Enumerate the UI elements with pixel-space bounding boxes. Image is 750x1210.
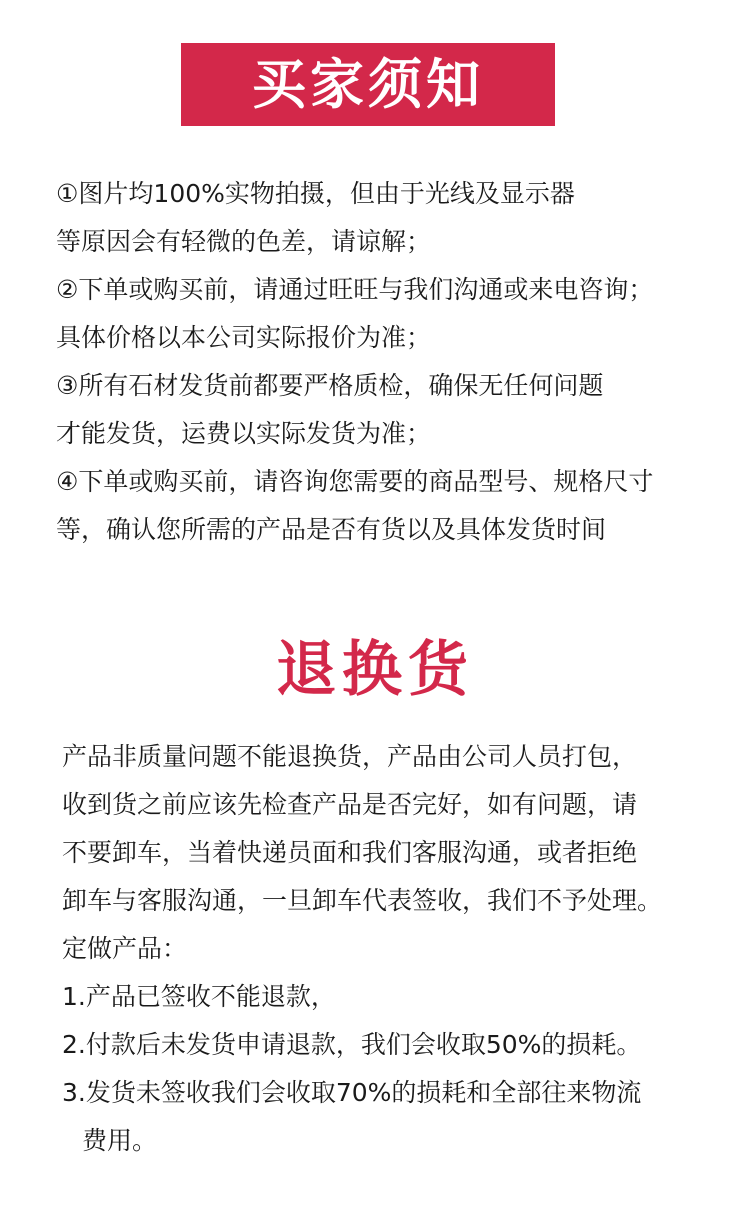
- returns-line: 1.产品已签收不能退款，: [62, 982, 336, 1011]
- notice-line: 等，确认您所需的产品是否有货以及具体发货时间: [56, 515, 607, 544]
- returns-title: 退换货: [276, 635, 474, 705]
- returns-line: 2.付款后未发货申请退款，我们会收取50%的损耗。: [62, 1030, 642, 1059]
- returns-line: 定做产品：: [62, 934, 188, 963]
- notice-line: 具体价格以本公司实际报价为准；: [56, 323, 432, 352]
- returns-line: 产品非质量问题不能退换货，产品由公司人员打包，: [62, 742, 638, 771]
- notice-line: ④下单或购买前，请咨询您需要的商品型号、规格尺寸: [56, 467, 654, 496]
- notice-line: 等原因会有轻微的色差，请谅解；: [56, 227, 432, 256]
- returns-list: [62, 733, 742, 1165]
- returns-line: 卸车与客服沟通，一旦卸车代表签收，我们不予处理。: [62, 886, 663, 915]
- returns-line: 不要卸车，当着快递员面和我们客服沟通，或者拒绝: [62, 838, 638, 867]
- notice-line: 才能发货，运费以实际发货为准；: [56, 419, 432, 448]
- returns-line: 3.发货未签收我们会收取70%的损耗和全部往来物流: [62, 1078, 642, 1107]
- notice-title-banner: [181, 43, 555, 126]
- returns-line: 费用。: [82, 1126, 158, 1155]
- notice-list: [56, 170, 736, 554]
- notice-line: ③所有石材发货前都要严格质检，确保无任何问题: [56, 371, 604, 400]
- notice-line: ①图片均100%实物拍摄，但由于光线及显示器: [56, 179, 575, 208]
- notice-line: ②下单或购买前，请通过旺旺与我们沟通或来电咨询；: [56, 275, 654, 304]
- returns-line: 收到货之前应该先检查产品是否完好，如有问题，请: [62, 790, 638, 819]
- notice-title: 买家须知: [252, 52, 484, 116]
